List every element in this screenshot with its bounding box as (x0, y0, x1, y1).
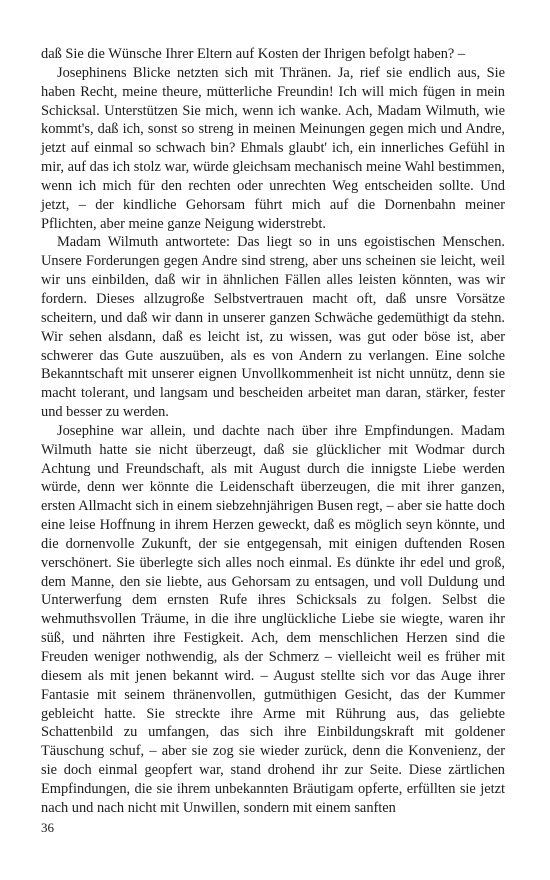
paragraph-continuation: daß Sie die Wünsche Ihrer Eltern auf Kosten der Ihrigen befolgt haben? – (41, 46, 466, 62)
paragraph: Josephinens Blicke netzten sich mit Thränen. Ja, rief sie endlich aus, Sie haben Recht, meine theure, mütterliche Freundin! Ich will mich fügen in mein Schicksal. Unterstützen Sie mich, wenn ich wanke. Ach, Madam Wilmuth, wie kommt's, daß ich, sonst so streng in meinen Meinungen gegen mich und Andre, jetzt auf einmal so schwach bin? Ehmals glaubt' ich, ein innerliches Gefühl in mir, auf das ich stolz war, würde gleichsam mechanisch meine Wahl bestimmen, wenn ich mich für den rechten oder unrechten Weg entscheiden sollte. Und jetzt, – der kindliche Gehorsam führt mich auf die Dornenbahn meiner Pflichten, aber meine ganze Neigung widerstrebt. (41, 64, 505, 232)
paragraph: Madam Wilmuth antwortete: Das liegt so in uns egoistischen Menschen. Unsere Forderungen gegen Andre sind streng, aber uns scheinen sie leicht, weil wir uns einbilden, daß wir in ähnlichen Fällen alles leisten könnten, was wir fordern. Dieses allzugroße Selbstvertrauen macht oft, daß unsre Vorsätze scheitern, und daß wir dann in unserer ganzen Schwäche gedemüthigt da stehn. Wir sehen alsdann, daß es leicht ist, zu wissen, was gut oder böse ist, aber schwerer das Gute auszuüben, als es von Andern zu verlangen. Eine solche Bekanntschaft mit unserer eignen Unvollkommenheit ist nicht unnütz, denn sie macht tolerant, und langsam und bescheiden arbeitet man daran, stärker, fester und besser zu werden. (41, 234, 505, 421)
page-number: 36 (41, 820, 54, 835)
paragraph: Josephine war allein, und dachte nach über ihre Empfindungen. Madam Wilmuth hatte sie nicht überzeugt, daß sie glücklicher mit Wodmar durch Achtung und Freundschaft, als mit August durch die innigste Liebe werden würde, denn wer könnte die Leidenschaft überzeugen, die mit ihrer ganzen, ersten Allmacht sich in einem siebzehnjährigen Busen regt, – aber sie hatte doch eine leise Hoffnung in ihrem Herzen geweckt, daß es möglich seyn könnte, und die dornenvolle Zukunft, der sie entgegensah, mit einigen duftenden Rosen verschönert. Sie überlegte sich alles noch einmal. Es dünkte ihr edel und groß, dem Manne, den sie liebte, aus Gehorsam zu entsagen, und voll Duldung und Unterwerfung dem ernsten Rufe ihres Schicksals zu folgen. Selbst die wehmuthsvollen Träume, in die ihre unglückliche Liebe sie wiegte, waren ihr süß, und nährten ihre Festigkeit. Ach, dem menschlichen Herzen sind die Freuden weniger nothwendig, als der Schmerz – vielleicht weil es früher mit diesem als mit jenen bekannt wird. – August stellte sich vor das Auge ihrer Fantasie mit seinem thränenvollen, gutmüthigen Gesicht, das der Kummer gebleicht hatte. Sie streckte ihre Arme mit Rührung aus, das geliebte Schattenbild zu umfangen, das sich ihre Einbildungskraft mit goldener Täuschung schuf, – aber sie zog sie wieder zurück, denn die Konvenienz, der sie doch einmal geopfert war, stand drohend ihr zur Seite. Diese zärtlichen Empfindungen, die sie ihrem unbekannten Bräutigam opferte, erfüllten sie jetzt nach und nach nicht mit Unwillen, sondern mit einem sanften (41, 422, 505, 816)
body-text (41, 45, 505, 818)
